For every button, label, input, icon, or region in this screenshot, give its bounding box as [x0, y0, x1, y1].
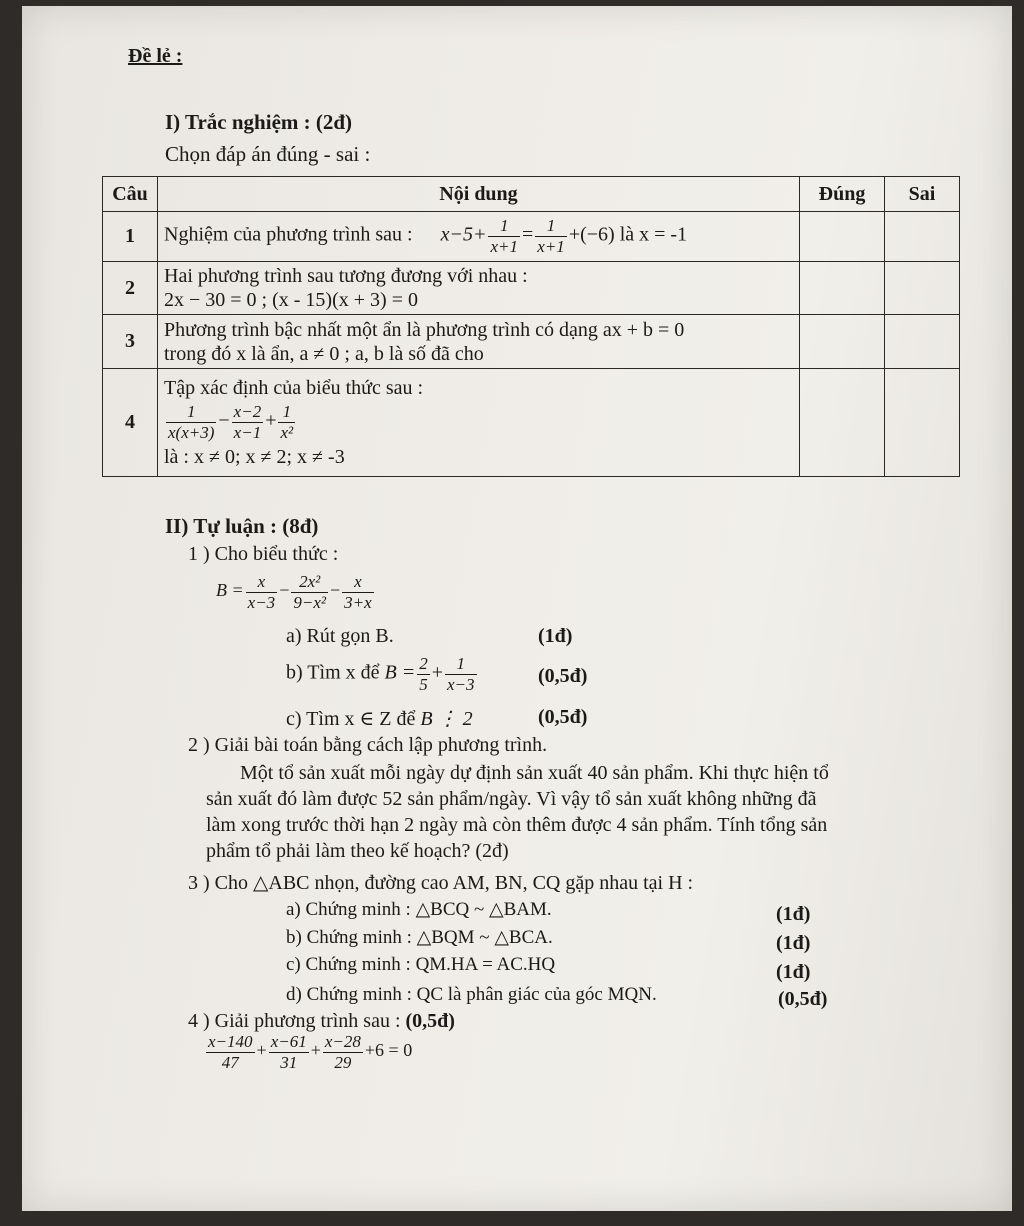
header-sai: Sai — [885, 177, 960, 212]
q1b-points: (0,5đ) — [538, 665, 588, 687]
part1-instruction: Chọn đáp án đúng - sai : — [165, 142, 371, 166]
row4-fraction-2 — [232, 402, 264, 442]
row4-line1: Tập xác định của biểu thức sau : — [164, 377, 424, 400]
q1c-points: (0,5đ) — [538, 706, 588, 728]
row1-eq-rhs: +(−6) là x = -1 — [568, 224, 688, 247]
operator: − — [279, 580, 290, 601]
answer-false-cell[interactable] — [885, 369, 960, 477]
row1-fraction-1 — [488, 216, 520, 256]
q1c-condition: B ⋮ 2 — [420, 708, 473, 730]
fraction-denominator: 5 — [419, 674, 428, 694]
quiz-table — [102, 176, 960, 477]
operator: + — [265, 410, 277, 433]
q1a-text: a) Rút gọn B. — [286, 625, 394, 647]
row-content — [158, 212, 800, 262]
fraction-denominator: 3+x — [344, 592, 372, 612]
fraction-numerator: 1 — [186, 402, 196, 422]
fraction-denominator: x+1 — [490, 237, 518, 256]
row4-line3: là : x ≠ 0; x ≠ 2; x ≠ -3 — [164, 445, 345, 468]
operator: + — [310, 1040, 321, 1061]
fraction-numerator: 2 — [419, 654, 428, 673]
fraction-denominator: 31 — [269, 1052, 309, 1073]
header-dung: Đúng — [800, 177, 885, 212]
row-number: 4 — [103, 369, 158, 477]
q3c-text: c) Chứng minh : QM.HA = AC.HQ — [286, 954, 556, 975]
row1-fraction-2 — [535, 216, 567, 256]
q1-fraction-2 — [291, 572, 328, 612]
fraction-numerator: x−28 — [324, 1032, 361, 1051]
q4-intro — [188, 1010, 455, 1033]
q1-expression — [216, 572, 376, 612]
header-noi-dung: Nội dung — [158, 177, 800, 212]
q1c-line — [286, 706, 473, 731]
q2-line1: Một tổ sản xuất mỗi ngày dự định sản xuất 40 sản phẩm. Khi thực hiện tổ — [240, 762, 829, 784]
q3b-text: b) Chứng minh : △BQM ~ △BCA. — [286, 927, 553, 948]
answer-false-cell[interactable] — [885, 315, 960, 369]
table-header-row — [103, 177, 960, 212]
row1-eq-mid: = — [522, 224, 534, 247]
table-row — [103, 369, 960, 477]
q3b-points: (1đ) — [776, 932, 811, 954]
part2-title: II) Tự luận : (8đ) — [165, 514, 319, 538]
q4-fraction-3 — [323, 1032, 363, 1072]
fraction-numerator: 1 — [499, 216, 509, 236]
fraction-denominator: 29 — [323, 1052, 363, 1073]
q1b-fraction-2 — [445, 654, 477, 694]
header-cau: Câu — [103, 177, 158, 212]
row-content — [158, 315, 800, 369]
row-number: 1 — [103, 212, 158, 262]
fraction-numerator: x−61 — [270, 1032, 307, 1051]
fraction-numerator: 2x² — [299, 572, 321, 591]
q1-fraction-3 — [342, 572, 374, 612]
q2-line2: sản xuất đó làm được 52 sản phẩm/ngày. Vì vậy tổ sản xuất không những đã — [206, 788, 817, 810]
row4-expression — [164, 402, 793, 442]
fraction-denominator: x² — [280, 423, 294, 442]
fraction-numerator: 1 — [546, 216, 556, 236]
expression-lhs: B = — [216, 580, 244, 601]
q1b-text: b) Tìm x để — [286, 661, 380, 684]
row-content — [158, 369, 800, 477]
q4-fraction-2 — [269, 1032, 309, 1072]
q4-equation — [204, 1032, 412, 1072]
q1b-fraction-1 — [417, 654, 430, 694]
operator: + — [256, 1040, 267, 1061]
fraction-denominator: x+1 — [537, 237, 565, 256]
q1c-text: c) Tìm x ∈ Z để — [286, 708, 416, 730]
q4-points: (0,5đ) — [405, 1010, 455, 1032]
fraction-numerator: x−2 — [233, 402, 262, 422]
fraction-numerator: x — [257, 572, 266, 591]
q2-line4: phẩm tổ phải làm theo kế hoạch? (2đ) — [206, 840, 509, 862]
answer-true-cell[interactable] — [800, 212, 885, 262]
fraction-denominator: 47 — [206, 1052, 255, 1073]
row1-eq-lhs: x−5+ — [440, 224, 487, 247]
fraction-denominator: x−1 — [233, 423, 262, 442]
fraction-numerator: x−140 — [208, 1032, 253, 1051]
part1-title: I) Trắc nghiệm : (2đ) — [165, 110, 353, 134]
row-number: 3 — [103, 315, 158, 369]
q1a-points: (1đ) — [538, 625, 573, 647]
q4-fraction-1 — [206, 1032, 255, 1072]
fraction-denominator: 9−x² — [293, 592, 326, 612]
q1-intro: 1 ) Cho biểu thức : — [188, 543, 339, 565]
fraction-numerator: 1 — [282, 402, 292, 422]
q1b-lhs: B = — [384, 661, 416, 684]
row-content — [158, 262, 800, 315]
q3a-points: (1đ) — [776, 903, 811, 925]
operator: − — [218, 410, 230, 433]
answer-false-cell[interactable] — [885, 262, 960, 315]
q3d-points: (0,5đ) — [778, 988, 828, 1010]
table-row — [103, 262, 960, 315]
row3-line1: Phương trình bậc nhất một ẩn là phương trình có dạng ax + b = 0 — [164, 318, 685, 341]
q3a-text: a) Chứng minh : △BCQ ~ △BAM. — [286, 899, 552, 920]
fraction-denominator: x(x+3) — [168, 423, 215, 442]
q3c-points: (1đ) — [776, 961, 811, 983]
row-number: 2 — [103, 262, 158, 315]
answer-false-cell[interactable] — [885, 212, 960, 262]
operator: − — [329, 580, 341, 601]
q4-text: 4 ) Giải phương trình sau : — [188, 1010, 401, 1032]
q1b-line — [286, 654, 479, 694]
fraction-numerator: 1 — [456, 654, 466, 673]
fraction-numerator: x — [354, 572, 362, 591]
table-row — [103, 315, 960, 369]
q2-line3: làm xong trước thời hạn 2 ngày mà còn thêm được 4 sản phẩm. Tính tổng sản — [206, 814, 828, 836]
row2-line2: 2x − 30 = 0 ; (x - 15)(x + 3) = 0 — [164, 289, 418, 311]
fraction-denominator: x−3 — [247, 592, 276, 612]
row3-line2: trong đó x là ẩn, a ≠ 0 ; a, b là số đã cho — [164, 342, 484, 365]
q3d-text: d) Chứng minh : QC là phân giác của góc MQN. — [286, 984, 657, 1005]
row1-text: Nghiệm của phương trình sau : — [164, 224, 413, 247]
fraction-denominator: x−3 — [447, 674, 475, 694]
q2-intro: 2 ) Giải bài toán bằng cách lập phương trình. — [188, 734, 548, 756]
exam-title: Đề lẻ : — [128, 45, 183, 67]
table-row — [103, 212, 960, 262]
row4-fraction-1 — [166, 402, 216, 442]
q3-intro: 3 ) Cho △ABC nhọn, đường cao AM, BN, CQ gặp nhau tại H : — [188, 872, 694, 894]
answer-true-cell[interactable] — [800, 315, 885, 369]
q1-fraction-1 — [246, 572, 278, 612]
row4-fraction-3 — [278, 402, 295, 442]
equation-rhs: +6 = 0 — [364, 1040, 413, 1061]
row2-line1: Hai phương trình sau tương đương với nhau : — [164, 265, 528, 287]
operator: + — [431, 661, 444, 684]
answer-true-cell[interactable] — [800, 369, 885, 477]
answer-true-cell[interactable] — [800, 262, 885, 315]
